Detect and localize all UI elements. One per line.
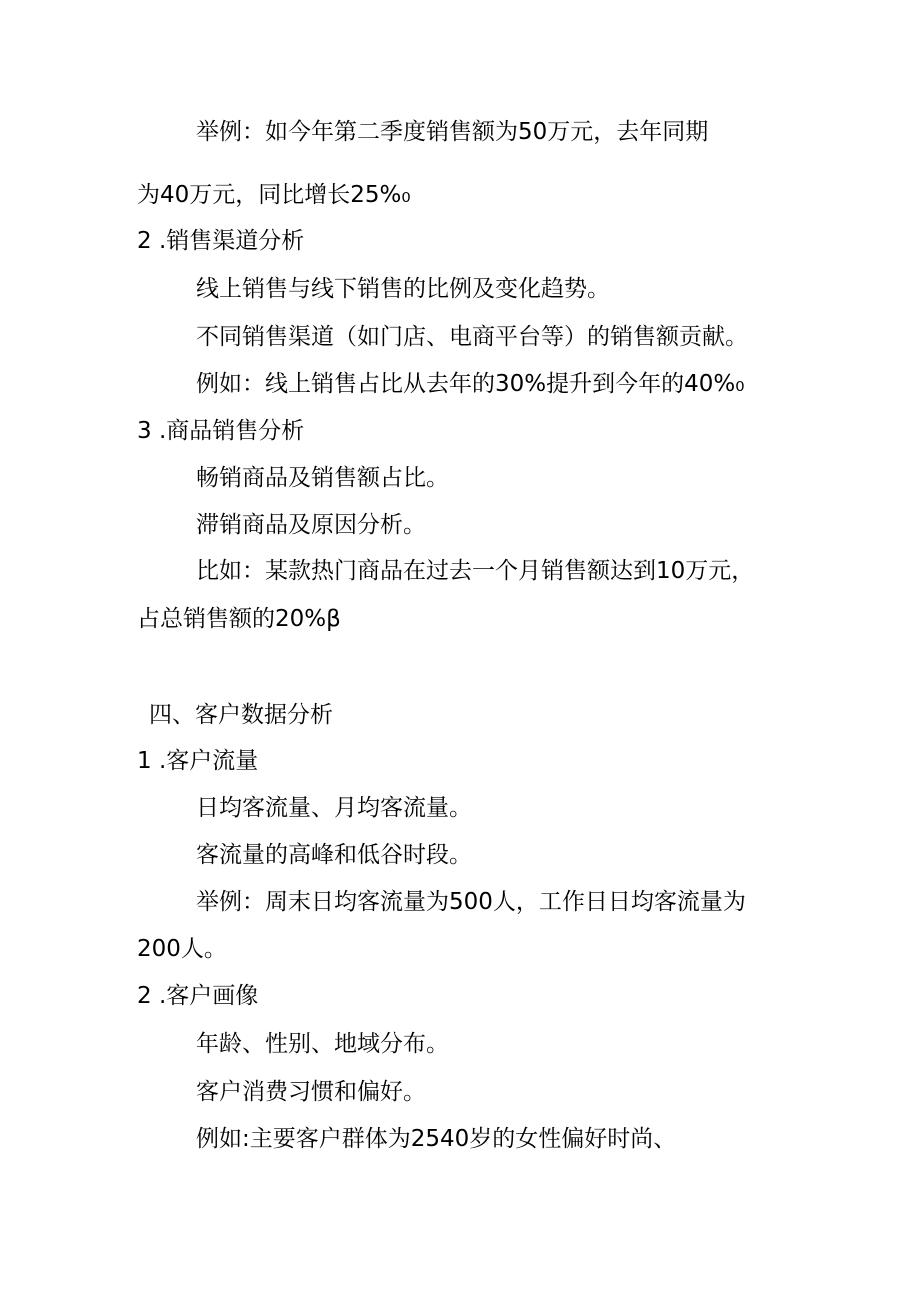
paragraph-line: 日均客流量、月均客流量。 — [196, 795, 472, 821]
paragraph-line: 年龄、性别、地域分布。 — [196, 1031, 449, 1057]
chapter-heading: 四、客户数据分析 — [149, 702, 333, 728]
paragraph-line: 200人。 — [137, 936, 227, 962]
section-heading: 2 .销售渠道分析 — [137, 228, 305, 254]
paragraph-line: 滞销商品及原因分析。 — [196, 512, 426, 538]
paragraph-line: 举例：周末日均客流量为500人，工作日日均客流量为 — [196, 889, 746, 915]
paragraph-line: 客流量的高峰和低谷时段。 — [196, 842, 472, 868]
paragraph-line: 线上销售与线下销售的比例及变化趋势。 — [196, 276, 610, 302]
section-heading: 1 .客户流量 — [137, 748, 259, 774]
paragraph-line: 畅销商品及销售额占比。 — [196, 465, 449, 491]
section-heading: 2 .客户画像 — [137, 983, 259, 1009]
paragraph-line: 例如：线上销售占比从去年的30%提升到今年的40%₀ — [196, 371, 745, 397]
paragraph-line: 占总销售额的20%β — [137, 606, 341, 632]
paragraph-line: 客户消费习惯和偏好。 — [196, 1079, 426, 1105]
paragraph-line: 为40万元，同比增长25%₀ — [137, 182, 411, 208]
paragraph-line: 举例：如今年第二季度销售额为50万元，去年同期 — [196, 119, 709, 145]
paragraph-line: 不同销售渠道（如门店、电商平台等）的销售额贡献。 — [196, 324, 748, 350]
section-heading: 3 .商品销售分析 — [137, 418, 305, 444]
paragraph-line: 比如：某款热门商品在过去一个月销售额达到10万元， — [196, 558, 755, 584]
paragraph-line: 例如:主要客户群体为2540岁的女性偏好时尚、 — [196, 1126, 677, 1152]
